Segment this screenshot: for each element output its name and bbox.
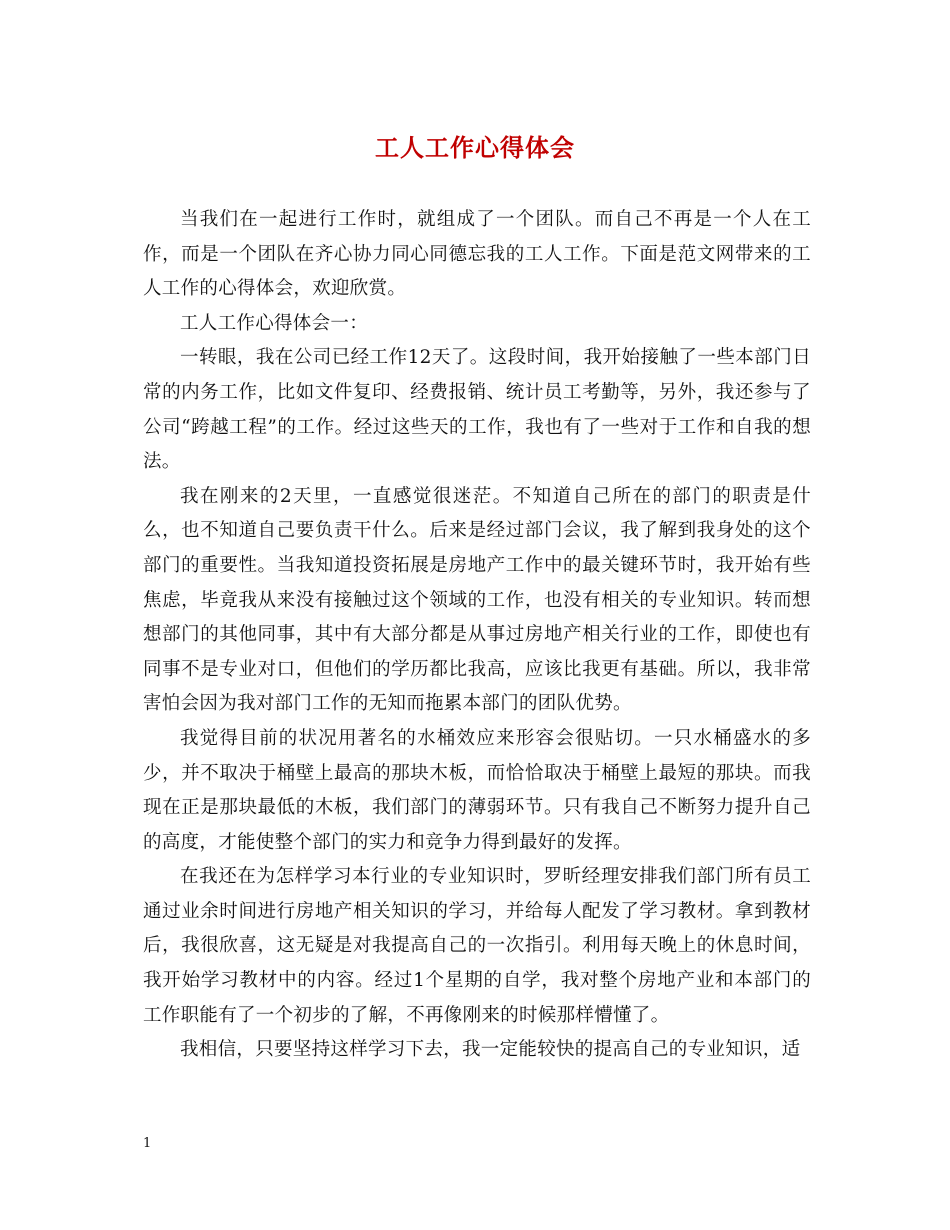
paragraph-3: 我觉得目前的状况用著名的水桶效应来形容会很贴切。一只水桶盛水的多少，并不取决于桶壁上最高的那块木板，而恰恰取决于桶壁上最短的那块。而我现在正是那块最低的木板，我们部门的薄弱环节。只有我自己不断努力提升自己的高度，才能使整个部门的实力和竞争力得到最好的发挥。	[143, 727, 811, 853]
paragraph-1: 一转眼，我在公司已经工作12天了。这段时间，我开始接触了一些本部门日常的内务工作，比如文件复印、经费报销、统计员工考勤等，另外，我还参与了公司“跨越工程”的工作。经过这些天的工作，我也有了一些对于工作和自我的想法。	[143, 347, 811, 473]
document-body	[143, 203, 811, 1068]
paragraph-intro: 当我们在一起进行工作时，就组成了一个团队。而自己不再是一个人在工作，而是一个团队在齐心协力同心同德忘我的工人工作。下面是范文网带来的工人工作的心得体会，欢迎欣赏。	[143, 209, 811, 300]
document-title: 工人工作心得体会	[375, 133, 575, 162]
paragraph-5: 我相信，只要坚持这样学习下去，我一定能较快的提高自己的专业知识，适	[180, 1039, 801, 1061]
paragraph-2: 我在刚来的2天里，一直感觉很迷茫。不知道自己所在的部门的职责是什么，也不知道自己要负责干什么。后来是经过部门会议，我了解到我身处的这个部门的重要性。当我知道投资拓展是房地产工作中的最关键环节时，我开始有些焦虑，毕竟我从来没有接触过这个领域的工作，也没有相关的专业知识。转而想想部门的其他同事，其中有大部分都是从事过房地产相关行业的工作，即使也有同事不是专业对口，但他们的学历都比我高，应该比我更有基础。所以，我非常害怕会因为我对部门工作的无知而拖累本部门的团队优势。	[143, 485, 811, 715]
page-number: 1	[143, 1136, 152, 1151]
paragraph-4: 在我还在为怎样学习本行业的专业知识时，罗昕经理安排我们部门所有员工通过业余时间进行房地产相关知识的学习，并给每人配发了学习教材。拿到教材后，我很欣喜，这无疑是对我提高自己的一次指引。利用每天晚上的休息时间，我开始学习教材中的内容。经过1个星期的自学，我对整个房地产业和本部门的工作职能有了一个初步的了解，不再像刚来的时候那样懵懂了。	[143, 866, 811, 1026]
paragraph-section-heading: 工人工作心得体会一：	[180, 312, 369, 334]
